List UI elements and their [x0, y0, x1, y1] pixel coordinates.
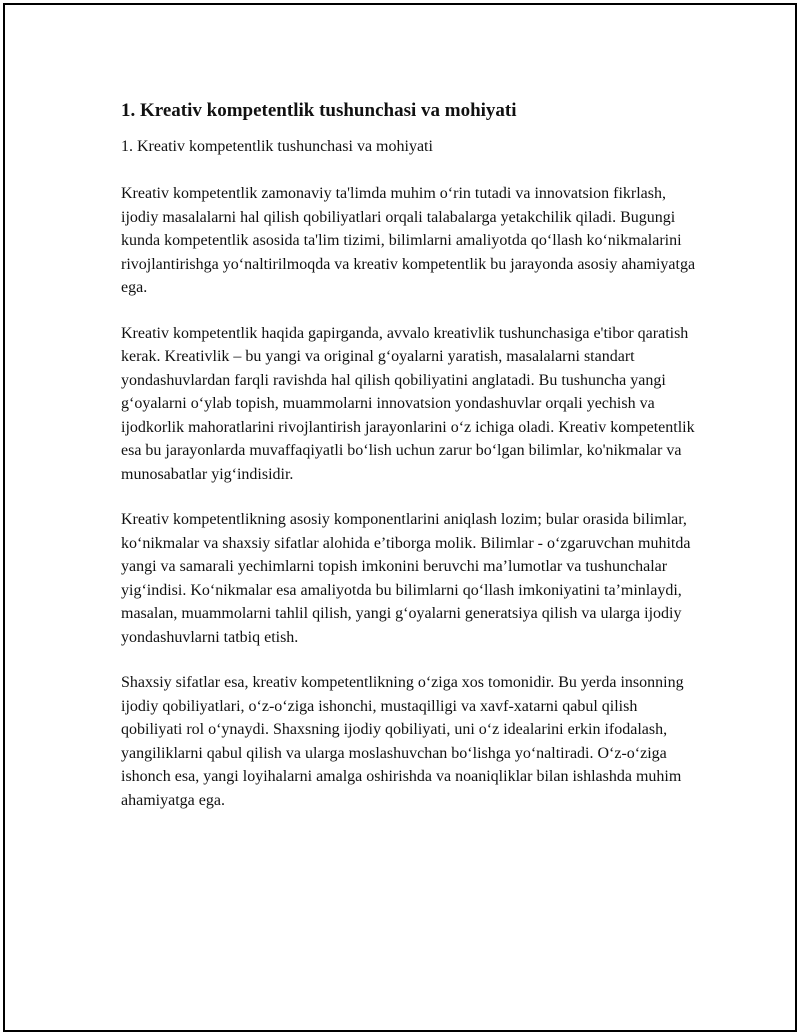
paragraph-4: Shaxsiy sifatlar esa, kreativ kompetentlikning o‘ziga xos tomonidir. Bu yerda insonning ijodiy qobiliyatlari, o‘z-o‘ziga ishonchi, mustaqilligi va xavf-xatarni qabul qilish qobiliyati rol o‘ynaydi. Shaxsning ijodiy qobiliyati, uni o‘z idealarini erkin ifodalash, yangiliklarni qabul qilish va ularga moslashuvchan bo‘lishga yo‘naltiradi. O‘z-o‘ziga ishonch esa, yangi loyihalarni amalga oshirishda va noaniqliklar bilan ishlashda muhim ahamiyatga ega. [121, 674, 684, 809]
document-subtitle: 1. Kreativ kompetentlik tushunchasi va mohiyati [121, 138, 433, 155]
paragraph-1: Kreativ kompetentlik zamonaviy ta'limda muhim o‘rin tutadi va innovatsion fikrlash, ijodiy masalalarni hal qilish qobiliyatlari orqali talabalarga yetakchilik qiladi. Bugungi kunda kompetentlik asosida ta'lim tizimi, bilimlarni amaliyotda qo‘llash ko‘nikmalarini rivojlantirishga yo‘naltirilmoqda va kreativ kompetentlik bu jarayonda asosiy ahamiyatga ega. [121, 185, 696, 296]
document-body [121, 97, 701, 834]
document-page [3, 3, 797, 1032]
paragraph-2: Kreativ kompetentlik haqida gapirganda, avvalo kreativlik tushunchasiga e'tibor qaratish kerak. Kreativlik – bu yangi va original g‘oyalarni yaratish, masalalarni standart yondashuvlardan farqli ravishda hal qilish qobiliyatini anglatadi. Bu tushuncha yangi g‘oyalarni o‘ylab topish, muammolarni innovatsion yondashuvlar orqali yechish va ijodkorlik mahoratlarini rivojlantirish jarayonlarini o‘z ichiga oladi. Kreativ kompetentlik esa bu jarayonlarda muvaffaqiyatli bo‘lish uchun zarur bo‘lgan bilimlar, ko'nikmalar va munosabatlar yig‘indisidir. [121, 324, 695, 483]
document-title: 1. Kreativ kompetentlik tushunchasi va mohiyati [121, 100, 517, 121]
paragraph-3: Kreativ kompetentlikning asosiy komponentlarini aniqlash lozim; bular orasida bilimlar, ko‘nikmalar va shaxsiy sifatlar alohida e’tiborga molik. Bilimlar - o‘zgaruvchan muhitda yangi va samarali yechimlarni topish imkonini beruvchi ma’lumotlar va tushunchalar yig‘indisi. Ko‘nikmalar esa amaliyotda bu bilimlarni qo‘llash imkoniyatini ta’minlaydi, masalan, muammolarni tahlil qilish, yangi g‘oyalarni generatsiya qilish va ularga ijodiy yondashuvlarni tatbiq etish. [121, 511, 691, 646]
